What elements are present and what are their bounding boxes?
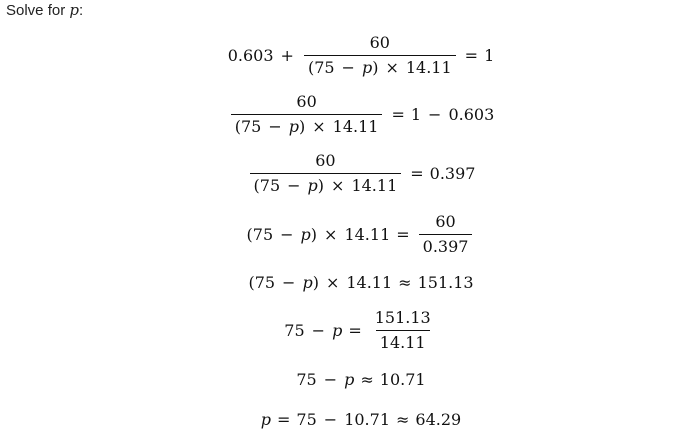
term: 1 xyxy=(484,45,495,65)
equals-sign: = xyxy=(410,163,424,183)
numerator: 60 xyxy=(296,92,317,111)
denominator: (75 − p) × 14.11 xyxy=(250,173,402,194)
plus-sign: + xyxy=(280,45,294,65)
term: 0.603 xyxy=(448,104,495,124)
prompt-text: Solve for xyxy=(6,2,70,19)
approx-sign: ≈ xyxy=(396,410,410,429)
equation-step-2 xyxy=(0,94,695,135)
denominator: 14.11 xyxy=(376,330,430,351)
equals-sign: = xyxy=(464,45,479,65)
fraction xyxy=(419,214,473,255)
equals-sign: = xyxy=(396,224,410,244)
equation-step-4 xyxy=(0,214,695,255)
variable-p: p xyxy=(260,410,272,429)
minus-sign: − xyxy=(428,104,442,124)
problem-prompt xyxy=(6,1,83,19)
approx-sign: ≈ xyxy=(398,273,412,292)
equation-step-3 xyxy=(0,153,695,194)
equation-step-6 xyxy=(0,310,695,351)
numerator: 60 xyxy=(315,151,336,170)
prompt-variable: p xyxy=(69,1,79,19)
equation-step-8 xyxy=(0,412,695,428)
minus-sign: − xyxy=(323,410,338,429)
fraction xyxy=(304,35,456,76)
equation-step-1 xyxy=(0,35,695,76)
equals-sign: = xyxy=(391,104,405,124)
denominator: (75 − p) × 14.11 xyxy=(231,114,383,135)
result-value: 64.29 xyxy=(415,410,462,429)
prompt-colon: : xyxy=(78,2,84,19)
term: 0.397 xyxy=(429,163,476,183)
equation-step-5 xyxy=(0,275,695,291)
expression: (75 − p) × 14.11 xyxy=(248,273,393,292)
fraction xyxy=(371,310,435,351)
numerator: 60 xyxy=(435,212,456,231)
denominator: 0.397 xyxy=(419,234,473,255)
equals-sign: = xyxy=(277,410,291,429)
equation-step-7 xyxy=(0,372,695,388)
term: 10.71 xyxy=(379,370,426,389)
term: 10.71 xyxy=(344,410,390,429)
expression: (75 − p) × 14.11 xyxy=(246,224,391,244)
term: 151.13 xyxy=(417,273,474,292)
approx-sign: ≈ xyxy=(360,370,374,389)
term: 75 xyxy=(296,410,317,429)
term: 0.603 xyxy=(227,45,274,65)
term: 1 xyxy=(410,104,422,124)
expression: 75 − p xyxy=(296,370,355,389)
fraction xyxy=(250,153,402,194)
expression: 75 − p xyxy=(284,320,343,340)
denominator: (75 − p) × 14.11 xyxy=(304,55,456,76)
numerator: 60 xyxy=(369,33,390,52)
numerator: 151.13 xyxy=(374,308,431,327)
equals-sign: = xyxy=(348,320,362,340)
fraction xyxy=(231,94,383,135)
